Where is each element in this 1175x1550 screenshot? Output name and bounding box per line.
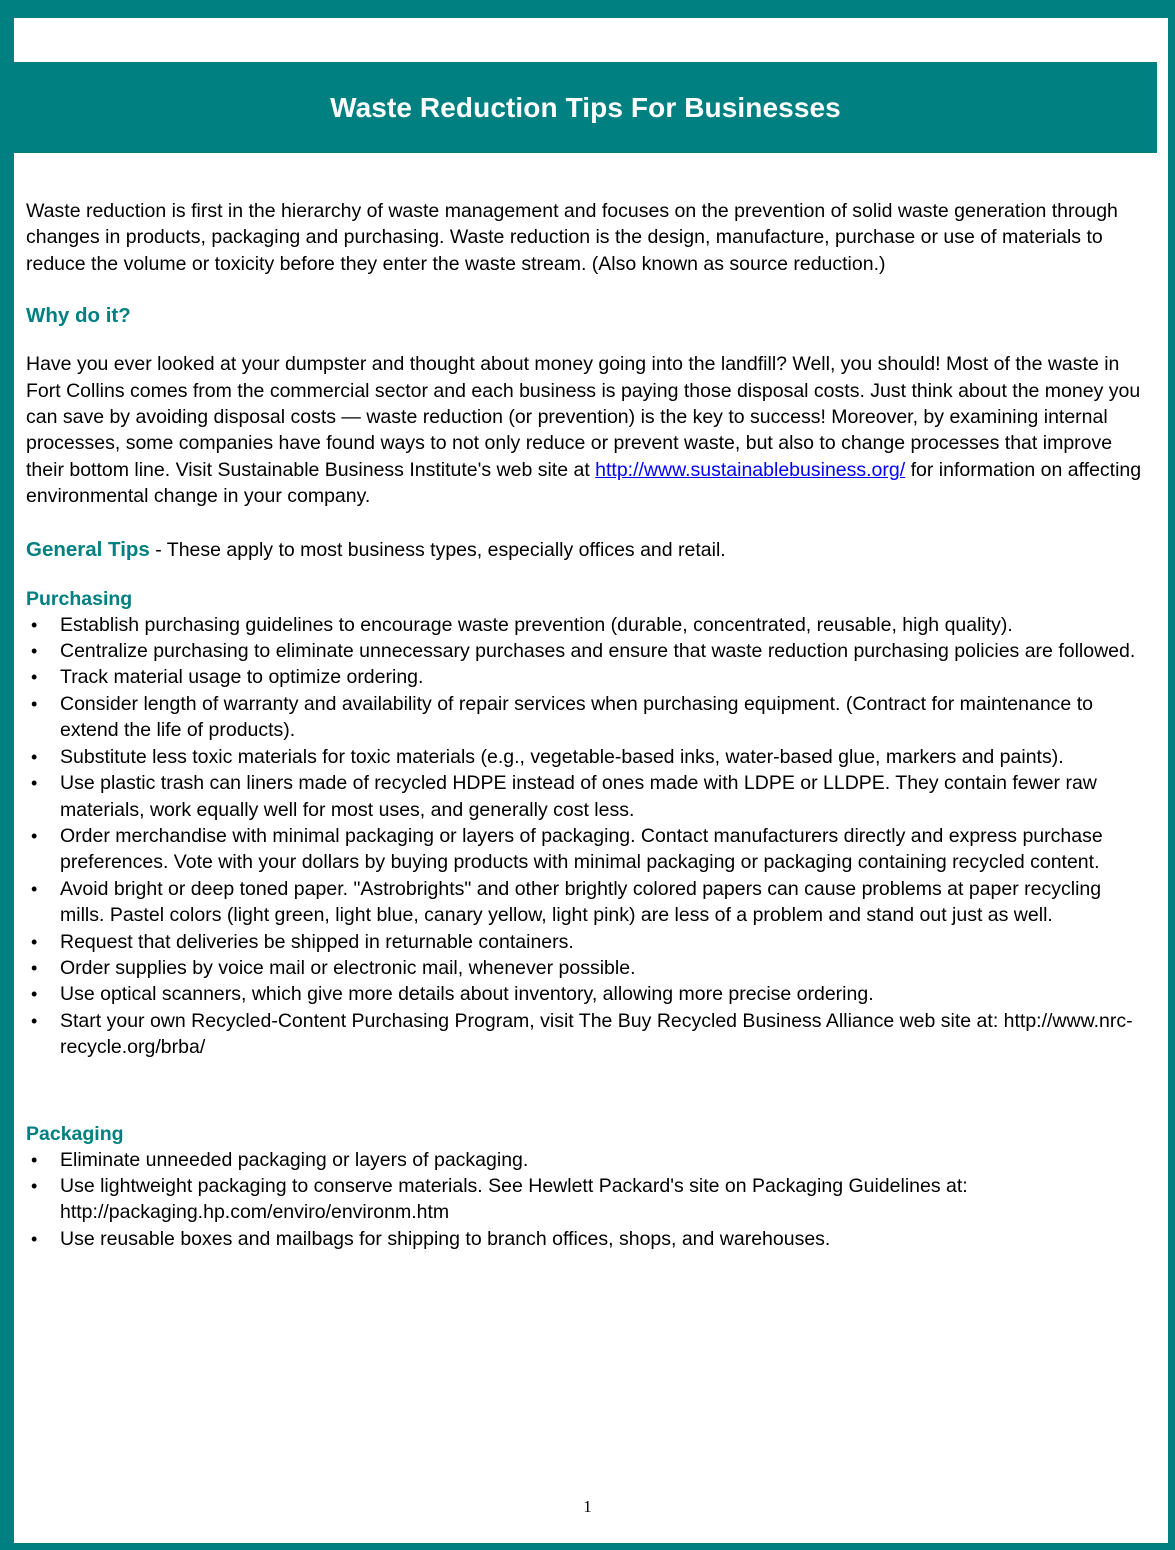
list-item: • Eliminate unneeded packaging or layers of packaging. (26, 1147, 1148, 1173)
list-item: • Avoid bright or deep toned paper. "Astrobrights" and other brightly colored papers can cause problems at paper recycling mills. Pastel colors (light green, light blue, canary yellow, light pink) are less of a problem and stand out just as well. (26, 876, 1148, 929)
list-item: • Establish purchasing guidelines to encourage waste prevention (durable, concentrated, reusable, high quality). (26, 612, 1148, 638)
list-item: • Centralize purchasing to eliminate unnecessary purchases and ensure that waste reduction purchasing policies are followed. (26, 638, 1148, 664)
list-item: • Use optical scanners, which give more details about inventory, allowing more precise ordering. (26, 981, 1148, 1007)
general-tips-label: General Tips (26, 537, 150, 561)
list-item: • Request that deliveries be shipped in returnable containers. (26, 929, 1148, 955)
page-border-bottom (0, 1543, 1175, 1550)
why-text-before-link: Have you ever looked at your dumpster and thought about money going into the landfill? Well, you should! Most of the waste in Fort Collins comes from the commercial sector and each business is paying those disposal costs. Just think about the money you can save by avoiding disposal costs — waste reduction (or prevention) is the key to success! Moreover, by examining internal processes, some companies have found ways to not only reduce or prevent waste, but also to change processes that improve their bottom line. Visit Sustainable Business Institute's web site at (26, 353, 1141, 481)
why-do-it-paragraph (26, 351, 1148, 509)
purchasing-list (26, 612, 1148, 1061)
list-item: • Start your own Recycled-Content Purchasing Program, visit The Buy Recycled Business Alliance web site at: http://www.nrc-recycle.org/brba/ (26, 1008, 1148, 1061)
spacer (26, 277, 1148, 303)
spacer (26, 510, 1148, 536)
page-border-left (0, 18, 14, 1544)
title-banner (14, 62, 1157, 153)
list-item: • Use plastic trash can liners made of recycled HDPE instead of ones made with LDPE or LLDPE. They contain fewer raw materials, work equally well for most uses, and generally cost less. (26, 770, 1148, 823)
heading-purchasing: Purchasing (26, 587, 133, 610)
spacer (26, 564, 1148, 586)
sustainable-business-link[interactable]: http://www.sustainablebusiness.org/ (595, 458, 906, 481)
list-item: • Consider length of warranty and availability of repair services when purchasing equipment. (Contract for maintenance to extend the life of products). (26, 691, 1148, 744)
page-border-right (1168, 0, 1175, 1544)
page-number: 1 (583, 1497, 592, 1516)
page-title: Waste Reduction Tips For Businesses (330, 91, 841, 123)
why-text-after-link: for information on affecting environmental change in your company. (26, 458, 1142, 508)
list-item: • Use lightweight packaging to conserve materials. See Hewlett Packard's site on Packaging Guidelines at: http://packaging.hp.com/enviro/environm.htm (26, 1173, 1148, 1226)
document-content (26, 198, 1148, 1252)
list-item: • Order merchandise with minimal packaging or layers of packaging. Contact manufacturers directly and express purchase preferences. Vote with your dollars by buying products with minimal packaging or packaging containing recycled content. (26, 823, 1148, 876)
page-header-whitespace (14, 18, 1168, 62)
spacer (26, 1061, 1148, 1121)
heading-packaging: Packaging (26, 1122, 124, 1145)
intro-paragraph: Waste reduction is first in the hierarchy of waste management and focuses on the prevention of solid waste generation through changes in products, packaging and purchasing. Waste reduction is the design, manufacture, purchase or use of materials to reduce the volume or toxicity before they enter the waste stream. (Also known as source reduction.) (26, 200, 1118, 275)
spacer (26, 329, 1148, 351)
page-border-top (0, 0, 1175, 18)
list-item: • Substitute less toxic materials for toxic materials (e.g., vegetable-based inks, water-based glue, markers and paints). (26, 744, 1148, 770)
heading-why-do-it: Why do it? (26, 304, 131, 328)
list-item: • Track material usage to optimize ordering. (26, 664, 1148, 690)
list-item: • Use reusable boxes and mailbags for shipping to branch offices, shops, and warehouses. (26, 1226, 1148, 1252)
packaging-list (26, 1147, 1148, 1253)
general-tips-description: - These apply to most business types, especially offices and retail. (149, 538, 726, 561)
general-tips-line (26, 536, 1148, 564)
list-item: • Order supplies by voice mail or electronic mail, whenever possible. (26, 955, 1148, 981)
